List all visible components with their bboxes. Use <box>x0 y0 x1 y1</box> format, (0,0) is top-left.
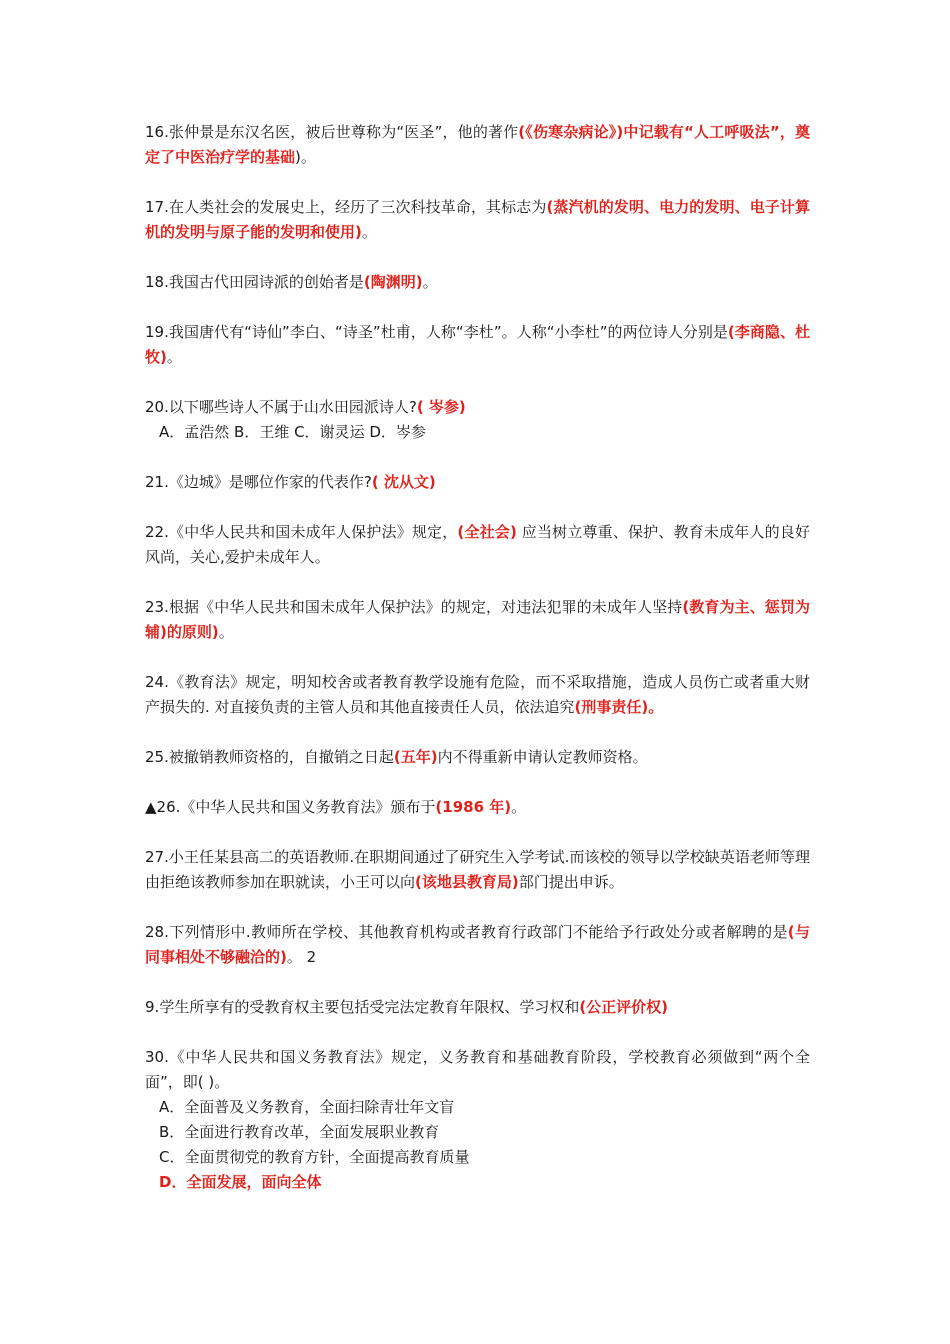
question-text-tail: 。 <box>166 348 182 366</box>
answer-text: (1986 年) <box>435 798 512 816</box>
document-page <box>145 120 810 1220</box>
question-text-tail: )。 <box>295 148 316 166</box>
question-text-tail: 应当树立尊重、保护、教育未成年人的良好风尚，关心,爱护未成年人。 <box>145 523 810 566</box>
question-text: 张仲景是东汉名医，被后世尊称为“医圣”，他的著作 <box>168 123 519 141</box>
question-23 <box>145 595 810 645</box>
question-number: 24. <box>145 673 169 691</box>
question-18 <box>145 270 810 295</box>
answer-text: (教育为主、惩罚为辅)的原则) <box>145 598 810 641</box>
question-21 <box>145 470 810 495</box>
question-number: 9. <box>145 998 160 1016</box>
question-text: 学生所享有的受教育权主要包括受完法定教育年限权、学习权和 <box>159 998 580 1016</box>
question-30 <box>145 1045 810 1195</box>
question-16 <box>145 120 810 170</box>
question-26 <box>145 795 810 820</box>
answer-text: (与同事相处不够融洽的) <box>145 923 810 966</box>
answer-text: (李商隐、杜牧) <box>145 323 811 366</box>
answer-text: (公正评价权) <box>579 998 669 1016</box>
question-19 <box>145 320 810 370</box>
question-20 <box>145 395 810 445</box>
question-text: 以下哪些诗人不属于山水田园派诗人? <box>168 398 417 416</box>
option-d-correct: D．全面发展，面向全体 <box>159 1173 322 1191</box>
question-number: 25. <box>145 748 169 766</box>
answer-text: (《伤寒杂病论》)中记载有“人工呼吸法”，奠定了中医治疗学的基础 <box>145 123 810 166</box>
answer-text: (该地县教育局) <box>415 873 519 891</box>
question-number: 21. <box>145 473 169 491</box>
answer-text: (刑事责任)。 <box>574 698 664 716</box>
answer-text: (五年) <box>393 748 438 766</box>
answer-text: (陶渊明) <box>363 273 423 291</box>
question-text: 《中华人民共和国义务教育法》规定，义务教育和基础教育阶段，学校教育必须做到“两个全面”，即( )。 <box>145 1048 810 1091</box>
question-text: 根据《中华人民共和国未成年人保护法》的规定，对违法犯罪的未成年人坚持 <box>168 598 683 616</box>
question-number: 17. <box>145 198 169 216</box>
question-number: 27. <box>145 848 169 866</box>
question-text: 我国唐代有“诗仙”李白、“诗圣”杜甫，人称“李杜”。人称“小李杜”的两位诗人分别是 <box>168 323 728 341</box>
question-28 <box>145 920 810 970</box>
question-number: 18. <box>145 273 169 291</box>
question-number: 19. <box>145 323 169 341</box>
question-22 <box>145 520 810 570</box>
question-text: 《中华人民共和国义务教育法》颁布于 <box>180 798 436 816</box>
question-27 <box>145 845 810 895</box>
question-text-tail: 。 <box>218 623 234 641</box>
answer-text: (全社会) <box>457 523 517 541</box>
question-text: 小王任某县高二的英语教师.在职期间通过了研究生入学考试.而该校的领导以学校缺英语老师等理由拒绝该教师参加在职就读，小王可以向 <box>145 848 810 891</box>
question-text-tail: 部门提出申诉。 <box>518 873 624 891</box>
option-c: C．全面贯彻党的教育方针，全面提高教育质量 <box>159 1148 470 1166</box>
answer-text: (蒸汽机的发明、电力的发明、电子计算机的发明与原子能的发明和使用) <box>145 198 810 241</box>
question-number: 23. <box>145 598 169 616</box>
option-b: B．全面进行教育改革，全面发展职业教育 <box>159 1123 440 1141</box>
question-text-tail: 。 <box>361 223 377 241</box>
question-24 <box>145 670 810 720</box>
options-row: A．孟浩然 B．王维 C．谢灵运 D．岑参 <box>159 423 426 441</box>
question-29 <box>145 995 810 1020</box>
answer-text: ( 沈从文) <box>371 473 436 491</box>
answer-text: ( 岑参) <box>416 398 466 416</box>
question-number: 22. <box>145 523 169 541</box>
question-text-tail: 内不得重新申请认定教师资格。 <box>437 748 648 766</box>
question-text: 被撤销教师资格的，自撤销之日起 <box>168 748 394 766</box>
question-text: 《教育法》规定，明知校舍或者教育教学设施有危险，而不采取措施，造成人员伤亡或者重大财产损失的. 对直接负责的主管人员和其他直接责任人员，依法追究 <box>145 673 810 716</box>
question-text: 下列情形中.教师所在学校、其他教育机构或者教育行政部门不能给予行政处分或者解聘的是 <box>168 923 788 941</box>
question-number: 20. <box>145 398 169 416</box>
question-text-tail: 。 <box>422 273 438 291</box>
question-25 <box>145 745 810 770</box>
question-number: 16. <box>145 123 169 141</box>
question-text: 《边城》是哪位作家的代表作? <box>168 473 372 491</box>
question-text-tail: 。 2 <box>286 948 317 966</box>
question-text-tail: 。 <box>511 798 527 816</box>
question-number: 28. <box>145 923 169 941</box>
question-number: ▲26. <box>145 798 181 816</box>
question-number: 30. <box>145 1048 169 1066</box>
question-text: 我国古代田园诗派的创始者是 <box>168 273 364 291</box>
question-text: 《中华人民共和国未成年人保护法》规定， <box>168 523 458 541</box>
question-text: 在人类社会的发展史上，经历了三次科技革命，其标志为 <box>168 198 547 216</box>
option-a: A．全面普及义务教育，全面扫除青壮年文盲 <box>159 1098 455 1116</box>
question-17 <box>145 195 810 245</box>
